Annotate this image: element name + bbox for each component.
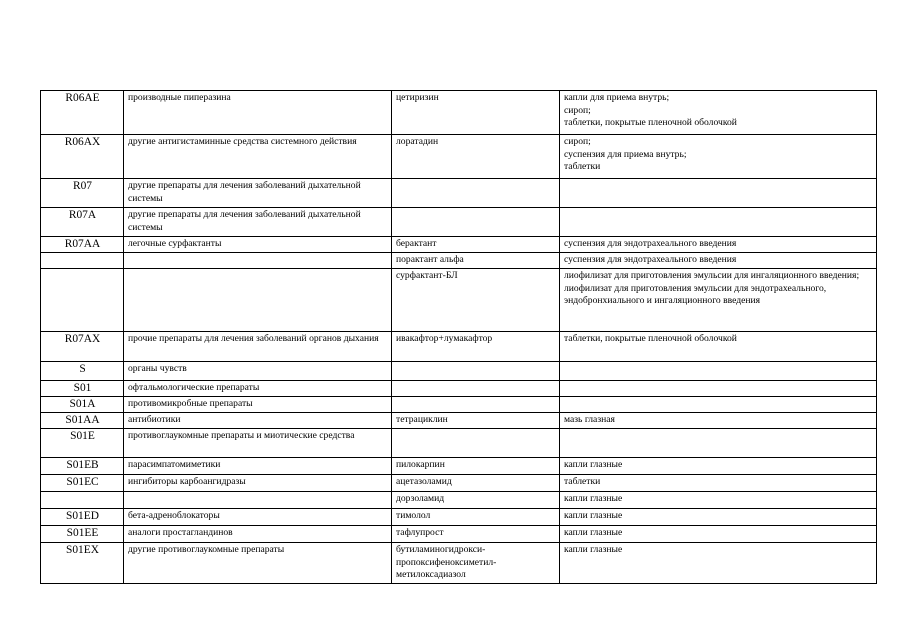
- pharmacological-group-cell: другие препараты для лечения заболеваний дыхательной системы: [124, 179, 392, 208]
- table-row: [41, 492, 877, 509]
- atc-code-cell: S: [41, 362, 124, 381]
- dosage-form-cell: [560, 429, 877, 458]
- atc-code-cell: S01E: [41, 429, 124, 458]
- table-row: [41, 253, 877, 269]
- drug-name-cell: ацетазоламид: [392, 475, 560, 492]
- table-row: [41, 208, 877, 237]
- drug-name-cell: пилокарпин: [392, 458, 560, 475]
- pharmacological-group-cell: офтальмологические препараты: [124, 381, 392, 397]
- dosage-form-cell: лиофилизат для приготовления эмульсии для ингаляционного введения; лиофилизат для приготовления эмульсии для эндотрахеального, эндобронхиального и ингаляционного введения: [560, 269, 877, 332]
- table-row: [41, 381, 877, 397]
- pharmacological-group-cell: аналоги простагландинов: [124, 526, 392, 543]
- dosage-form-cell: [560, 381, 877, 397]
- table-row: [41, 429, 877, 458]
- table-row: [41, 543, 877, 584]
- atc-code-cell: S01EC: [41, 475, 124, 492]
- atc-code-cell: R07AA: [41, 237, 124, 253]
- dosage-form-cell: капли глазные: [560, 458, 877, 475]
- atc-code-cell: S01EE: [41, 526, 124, 543]
- drug-name-cell: тетрациклин: [392, 413, 560, 429]
- dosage-form-cell: мазь глазная: [560, 413, 877, 429]
- drug-name-cell: берактант: [392, 237, 560, 253]
- dosage-form-cell: таблетки, покрытые пленочной оболочкой: [560, 332, 877, 362]
- atc-code-cell: R06AX: [41, 135, 124, 179]
- dosage-form-cell: капли глазные: [560, 543, 877, 584]
- atc-code-cell: S01EB: [41, 458, 124, 475]
- pharmacological-group-cell: другие противоглаукомные препараты: [124, 543, 392, 584]
- pharmacological-group-cell: ингибиторы карбоангидразы: [124, 475, 392, 492]
- table-row: [41, 91, 877, 135]
- pharmacological-group-cell: другие антигистаминные средства системного действия: [124, 135, 392, 179]
- atc-code-cell: S01ED: [41, 509, 124, 526]
- table-row: [41, 397, 877, 413]
- pharmacological-group-cell: [124, 269, 392, 332]
- pharmacological-group-cell: противоглаукомные препараты и миотические средства: [124, 429, 392, 458]
- pharmacological-group-cell: легочные сурфактанты: [124, 237, 392, 253]
- atc-code-cell: R07: [41, 179, 124, 208]
- drug-name-cell: сурфактант-БЛ: [392, 269, 560, 332]
- pharmacological-group-cell: [124, 492, 392, 509]
- drug-name-cell: лоратадин: [392, 135, 560, 179]
- table-row: [41, 362, 877, 381]
- atc-code-cell: [41, 253, 124, 269]
- pharmacological-group-cell: антибиотики: [124, 413, 392, 429]
- pharmacological-group-cell: противомикробные препараты: [124, 397, 392, 413]
- dosage-form-cell: капли для приема внутрь; сироп; таблетки, покрытые пленочной оболочкой: [560, 91, 877, 135]
- dosage-form-cell: капли глазные: [560, 492, 877, 509]
- drug-name-cell: дорзоламид: [392, 492, 560, 509]
- table-row: [41, 509, 877, 526]
- drug-classification-table: [40, 90, 877, 584]
- table-row: [41, 237, 877, 253]
- atc-code-cell: S01AA: [41, 413, 124, 429]
- dosage-form-cell: таблетки: [560, 475, 877, 492]
- table-row: [41, 135, 877, 179]
- drug-name-cell: цетиризин: [392, 91, 560, 135]
- pharmacological-group-cell: парасимпатомиметики: [124, 458, 392, 475]
- atc-code-cell: R06AE: [41, 91, 124, 135]
- atc-code-cell: [41, 492, 124, 509]
- pharmacological-group-cell: другие препараты для лечения заболеваний дыхательной системы: [124, 208, 392, 237]
- table-row: [41, 458, 877, 475]
- table-row: [41, 269, 877, 332]
- dosage-form-cell: [560, 208, 877, 237]
- atc-code-cell: R07A: [41, 208, 124, 237]
- drug-name-cell: порактант альфа: [392, 253, 560, 269]
- pharmacological-group-cell: [124, 253, 392, 269]
- table-row: [41, 179, 877, 208]
- pharmacological-group-cell: производные пиперазина: [124, 91, 392, 135]
- dosage-form-cell: суспензия для эндотрахеального введения: [560, 237, 877, 253]
- table-row: [41, 413, 877, 429]
- dosage-form-cell: [560, 397, 877, 413]
- drug-name-cell: тафлупрост: [392, 526, 560, 543]
- dosage-form-cell: капли глазные: [560, 526, 877, 543]
- drug-name-cell: [392, 397, 560, 413]
- pharmacological-group-cell: бета-адреноблокаторы: [124, 509, 392, 526]
- dosage-form-cell: [560, 362, 877, 381]
- atc-code-cell: S01: [41, 381, 124, 397]
- pharmacological-group-cell: прочие препараты для лечения заболеваний органов дыхания: [124, 332, 392, 362]
- table-body: [41, 91, 877, 584]
- table-row: [41, 332, 877, 362]
- atc-code-cell: S01EX: [41, 543, 124, 584]
- dosage-form-cell: суспензия для эндотрахеального введения: [560, 253, 877, 269]
- atc-code-cell: [41, 269, 124, 332]
- table-row: [41, 475, 877, 492]
- drug-name-cell: ивакафтор+лумакафтор: [392, 332, 560, 362]
- table-row: [41, 526, 877, 543]
- atc-code-cell: R07AX: [41, 332, 124, 362]
- pharmacological-group-cell: органы чувств: [124, 362, 392, 381]
- dosage-form-cell: [560, 179, 877, 208]
- drug-name-cell: [392, 429, 560, 458]
- atc-code-cell: S01A: [41, 397, 124, 413]
- dosage-form-cell: сироп; суспензия для приема внутрь; таблетки: [560, 135, 877, 179]
- drug-name-cell: тимолол: [392, 509, 560, 526]
- drug-name-cell: бутиламиногидрокси- пропоксифеноксиметил- метилоксадиазол: [392, 543, 560, 584]
- drug-name-cell: [392, 362, 560, 381]
- dosage-form-cell: капли глазные: [560, 509, 877, 526]
- drug-name-cell: [392, 208, 560, 237]
- drug-name-cell: [392, 381, 560, 397]
- drug-name-cell: [392, 179, 560, 208]
